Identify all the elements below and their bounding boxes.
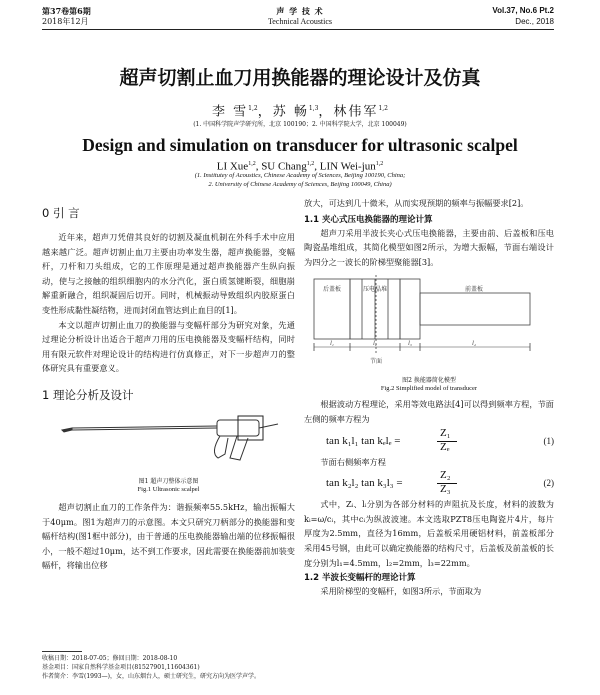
- scalpel-cable: [259, 424, 278, 428]
- figure-2-transducer-model: [304, 273, 554, 377]
- fig2-dim-l1: l₁: [330, 341, 334, 348]
- equation-1-lhs: tan k₁l₁ tan kₑlₑ =: [326, 434, 401, 447]
- equation-2-denominator: Z₃: [440, 483, 451, 496]
- subsection-heading-1-2: 1.2 半波长变幅杆的理论计算: [304, 573, 416, 584]
- fig2-node-label: 节面: [369, 358, 383, 366]
- paragraph: 式中，Zᵢ、lᵢ分别为各部分材料的声阻抗及长度，材料的波数为kᵢ=ω/cᵢ，其中cᵢ为纵波波速。本文选取PZT8压电陶瓷片4片，每片厚度为2.5mm，直径为16mm，后盖板采用硬铝材料，前盖板部分采用45号钢，由此可以确定换能器的结构尺寸，后盖板及前盖板的长度分别为l₁=4.5mm，l₂=2mm，l₃=22mm。: [304, 499, 554, 568]
- paragraph: 节面右侧频率方程: [320, 456, 386, 467]
- fig2-label-front: 前盖板: [464, 286, 484, 294]
- front-plate-horn: [420, 293, 530, 325]
- equation-2: [304, 469, 554, 497]
- figure-1-caption-en: Fig.1 Ultrasonic scalpel: [137, 485, 200, 493]
- affiliation-en-1: (1. Institutey of Acoustics, Chinese Academy of Sciences, Beijing 100190, China;: [194, 172, 406, 179]
- paragraph: 本文以超声切割止血刀的换能器与变幅杆部分为研究对象，先通过理论分析设计出适合于超声刀用的压电换能器及变幅杆结构，同时用有限元软件对理论设计的结构进行仿真修正，对下一步超声刀的整体研究具有重要意义。: [42, 319, 295, 374]
- equation-2-lhs: tan k₂l₂ tan k₃l₃ =: [326, 477, 403, 490]
- equation-1: [304, 427, 554, 455]
- author-cn: 李 雪: [212, 104, 249, 120]
- header-volume-cn: 第37卷第6期: [42, 6, 91, 16]
- paragraph: 近年来，超声刀凭借其良好的切割及凝血机制在外科手术中应用越来越广泛。超声切割止血刀主要由功率发生器，超声换能器，变幅杆，刀杆和刀头组成，它的工作原理是通过超声换能器产生纵向振动，使与之接触的组织细胞内的水分汽化，蛋白质氢键断裂，细胞崩解重新融合，组织凝固后切开。同时，机械振动导致组织内胶原蛋白变性形成黏性凝结物，进而封闭血管达到止血目的[1]。: [42, 232, 295, 315]
- equation-1-numerator: Z₁: [440, 426, 451, 439]
- footnote-author-bio: 作者简介：李雪(1993—)，女，山东烟台人，硕士研究生，研究方向为医学声学。: [42, 673, 260, 680]
- fig2-label-stack: 压电晶堆: [362, 286, 388, 294]
- author-cn: 林伟军: [333, 104, 379, 120]
- authors-cn: 李 雪$^{1,2}$，苏 畅$^{1,3}$，林伟军$^{1,2}$: [212, 104, 388, 120]
- paragraph: 采用阶梯型的变幅杆，如图3所示，节面取为: [320, 586, 482, 597]
- front-plate-wide: [400, 279, 420, 339]
- scalpel-tip: [62, 428, 72, 432]
- header-date-cn: 2018年12月: [42, 17, 89, 26]
- fig2-dim-l3: l₃: [408, 341, 412, 348]
- paragraph: 放大，可达到几十微米，从而实现预期的频率与振幅要求[2]。: [304, 198, 529, 208]
- fig2-label-back: 后盖板: [322, 286, 342, 294]
- equation-2-number: (2): [543, 478, 554, 489]
- figure-1-caption-cn: 图1 超声刀整体示意图: [138, 477, 199, 485]
- figure-2-caption-cn: 图2 换能器简化模型: [402, 377, 456, 385]
- header-journal-en: Technical Acoustics: [267, 17, 333, 26]
- author-cn: 苏 畅: [272, 104, 309, 120]
- paragraph: 超声刀采用半波长夹心式压电换能器，主要由前、后盖板和压电陶瓷晶堆组成，其简化模型如图2所示，为增大振幅，节面右端设计为四分之一波长的阶梯型聚能器[3]。: [304, 227, 554, 267]
- equation-1-denominator: Zₑ: [440, 440, 450, 453]
- fig2-dim-l4: l₄: [472, 341, 476, 348]
- scalpel-shaft: [72, 426, 217, 428]
- footnote-received: 收稿日期：2018-07-05；修回日期：2018-08-10: [42, 655, 178, 662]
- figure-2-caption-en: Fig.2 Simplified model of transducer: [380, 385, 478, 393]
- equation-1-number: (1): [543, 435, 554, 446]
- authors-en: LI Xue$^{1,2}$, SU Chang$^{1,2}$, LIN Wei-jun$^{1,2}$: [216, 160, 384, 173]
- paper-title-cn: 超声切割止血刀用换能器的理论设计及仿真: [119, 67, 481, 89]
- paper-title-en: Design and simulation on transducer for ultrasonic scalpel: [82, 135, 518, 155]
- subsection-heading-1-1: 1.1 夹心式压电换能器的理论计算: [304, 214, 433, 225]
- paragraph: 根据波动方程理论，采用等效电路法[4]可以得到频率方程，节面左侧的频率方程为: [304, 399, 554, 424]
- affiliation-cn: (1. 中国科学院声学研究所，北京 100190；2. 中国科学院大学，北京 100049): [193, 121, 407, 128]
- equation-2-numerator: Z₂: [440, 469, 451, 482]
- header-date-en: Dec., 2018: [515, 17, 554, 26]
- header-volume-en: Vol.37, No.6 Pt.2: [492, 6, 554, 15]
- footnote-funding: 基金项目：国家自然科学基金项目(81527901,11604361): [42, 664, 200, 671]
- header-journal-cn: 声 学 技 术: [276, 6, 324, 16]
- paragraph: 超声切割止血刀的工作条件为：谐振频率55.5kHz，输出振幅大于40μm。图1为超声刀的示意图。本文只研究刀柄部分的换能器和变幅杆结构(图1框中部分)，由于普通的压电换能器输出端的位移振幅很小，一般不超过10μm，达不到工作要求，因此需要在换能器前加装变幅杆，将输出位移: [42, 501, 295, 571]
- header-rule: [42, 29, 554, 30]
- fig2-dim-l2: l₂: [373, 341, 377, 348]
- scalpel-trigger: [214, 436, 228, 458]
- figure-1-scalpel: [42, 408, 295, 478]
- footnote-rule: [42, 651, 82, 652]
- right-column: [304, 196, 554, 599]
- section-heading-theory: 1 理论分析及设计: [42, 387, 134, 402]
- section-heading-introduction: 0 引 言: [42, 206, 80, 220]
- affiliation-en-2: 2. University of Chinese Academy of Sciences, Beijing 100049, China): [208, 181, 392, 188]
- left-column: [42, 196, 295, 573]
